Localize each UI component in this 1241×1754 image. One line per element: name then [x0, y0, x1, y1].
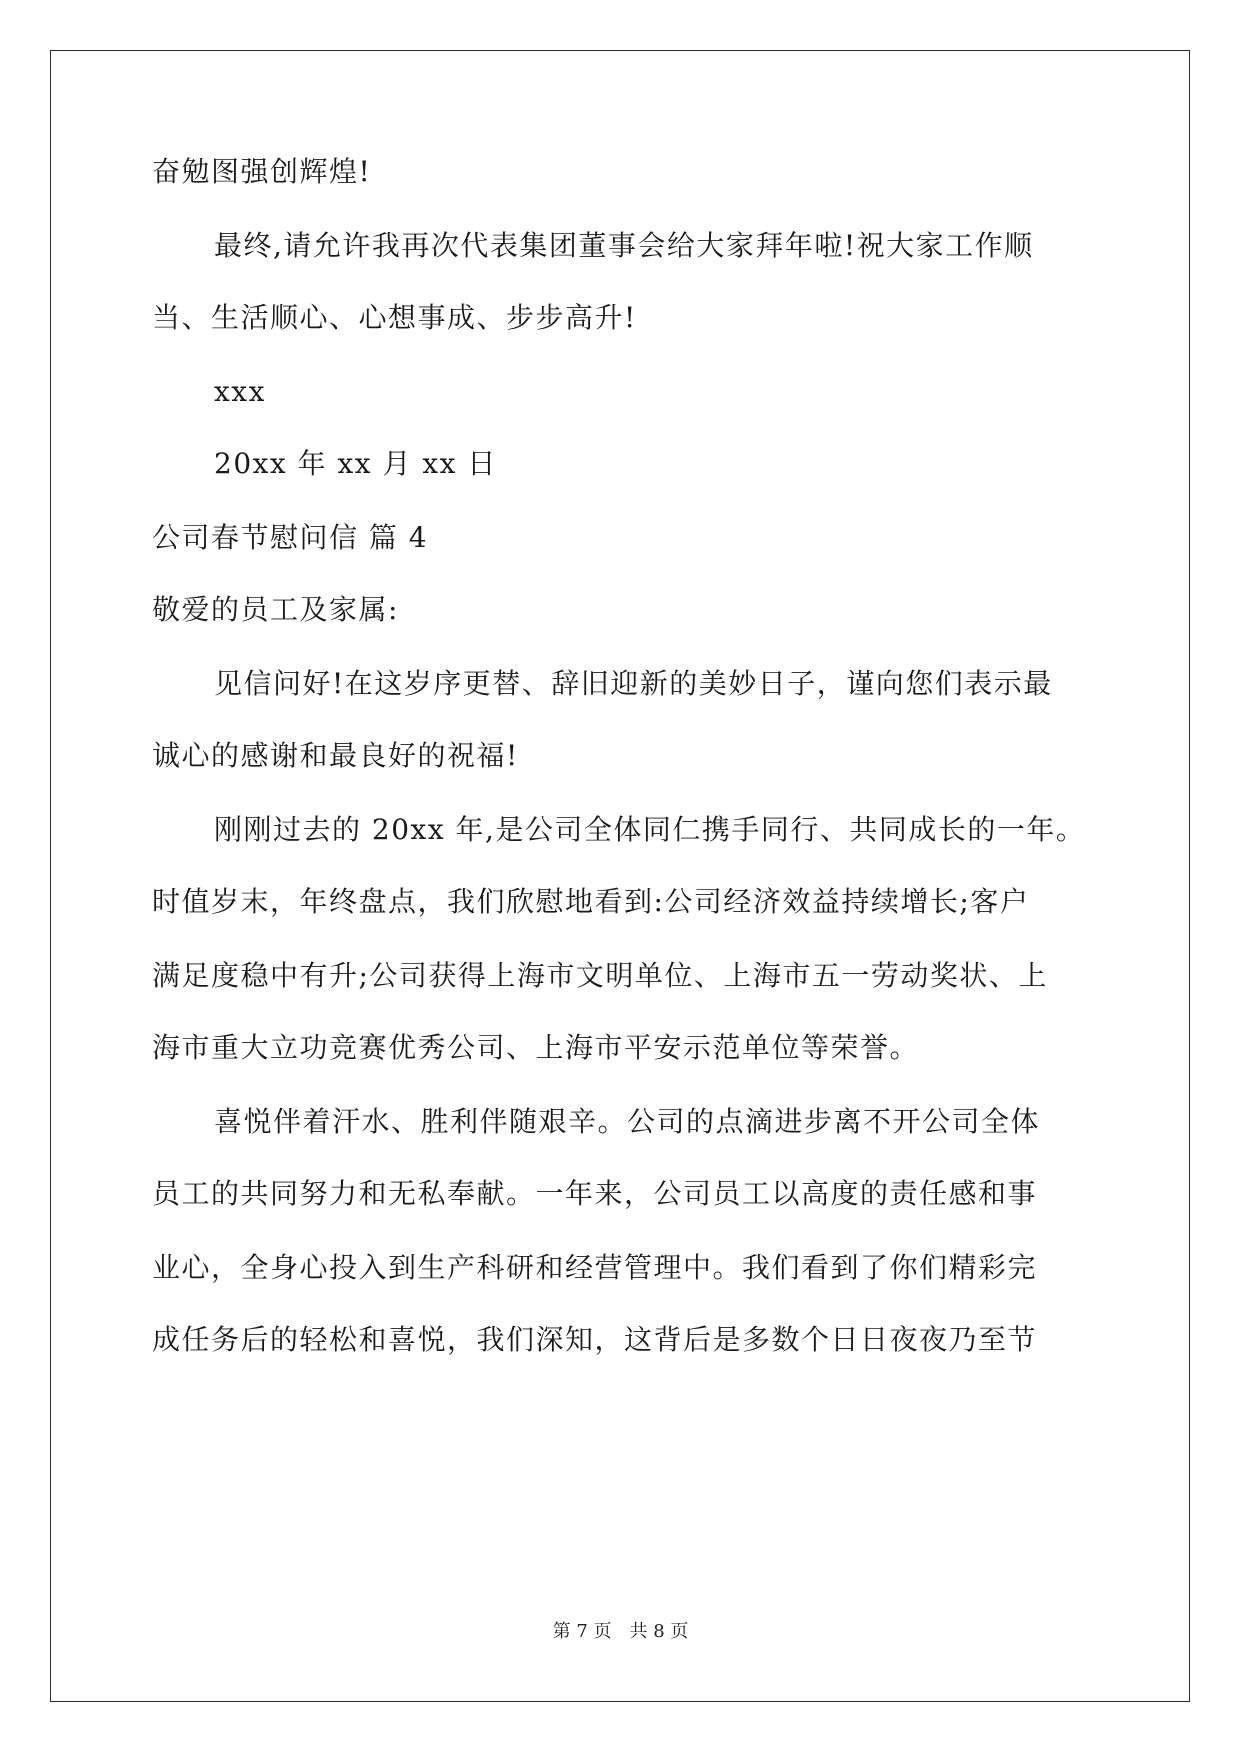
signature-line: xxx — [214, 375, 266, 408]
text-line: 奋勉图强创辉煌! — [152, 155, 372, 188]
page-number: 第 7 页 共 8 页 — [552, 1621, 689, 1642]
text-line: 诚心的感谢和最良好的祝福! — [152, 739, 519, 772]
text-line: 业心，全身心投入到生产科研和经营管理中。我们看到了你们精彩完 — [152, 1251, 1038, 1284]
text-line: 喜悦伴着汗水、胜利伴随艰辛。公司的点滴进步离不开公司全体 — [214, 1105, 1041, 1138]
text-line: 刚刚过去的 20xx 年,是公司全体同仁携手同行、共同成长的一年。 — [214, 813, 1086, 846]
text-line: 时值岁末，年终盘点，我们欣慰地看到:公司经济效益持续增长;客户 — [152, 885, 1030, 918]
text-line: 当、生活顺心、心想事成、步步高升! — [152, 301, 637, 334]
text-line: 最终,请允许我再次代表集团董事会给大家拜年啦!祝大家工作顺 — [214, 229, 1034, 262]
text-line: 海市重大立功竞赛优秀公司、上海市平安示范单位等荣誉。 — [152, 1031, 920, 1064]
text-line: 成任务后的轻松和喜悦，我们深知，这背后是多数个日日夜夜乃至节 — [152, 1323, 1038, 1356]
text-line: 员工的共同努力和无私奉献。一年来，公司员工以高度的责任感和事 — [152, 1177, 1038, 1210]
text-line: 见信问好!在这岁序更替、辞旧迎新的美妙日子，谨向您们表示最 — [214, 667, 1053, 700]
date-line: 20xx 年 xx 月 xx 日 — [214, 447, 497, 480]
salutation: 敬爱的员工及家属: — [152, 593, 399, 626]
text-line: 满足度稳中有升;公司获得上海市文明单位、上海市五一劳动奖状、上 — [152, 959, 1048, 992]
section-heading: 公司春节慰问信 篇 4 — [152, 521, 429, 554]
